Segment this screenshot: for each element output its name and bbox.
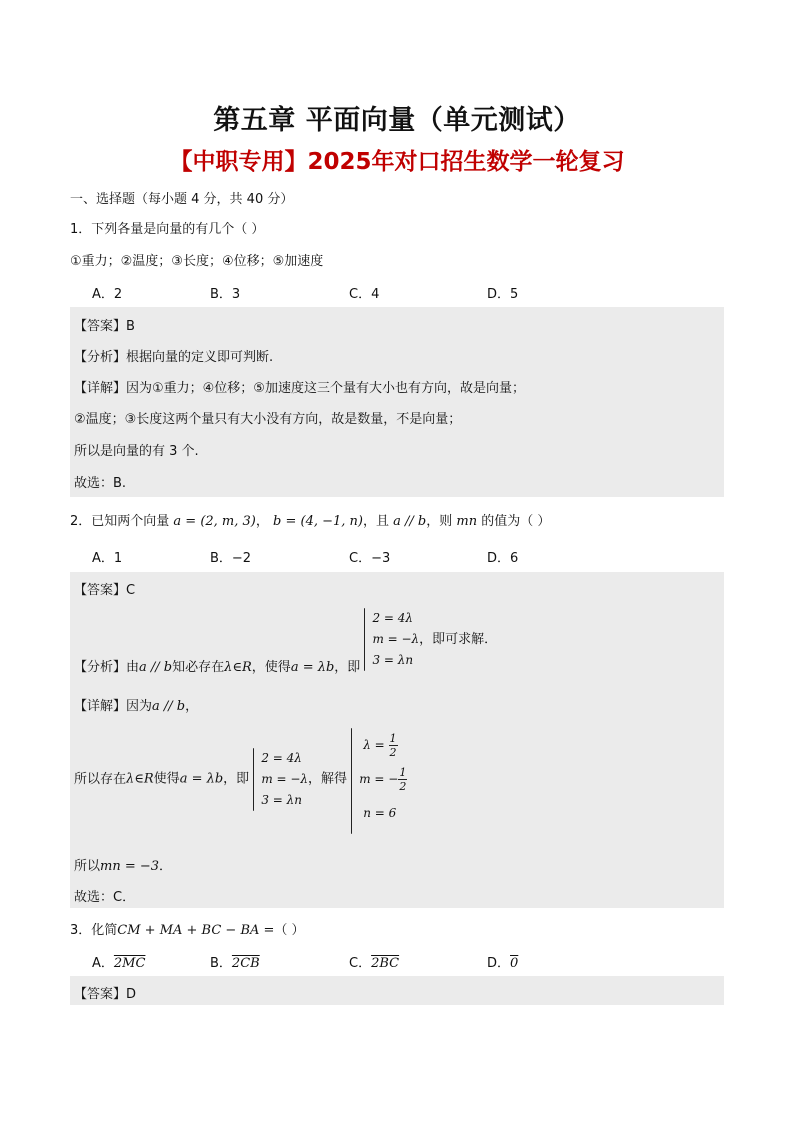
q2-option-b: B．−2 bbox=[210, 551, 252, 566]
page-subtitle: 【中职专用】2025年对口招生数学一轮复习 bbox=[169, 149, 625, 175]
q2-stem: 2．已知两个向量 a = (2, m, 3)， b = (4, −1, n)，且 a // b，则 mn 的值为（ ） bbox=[70, 514, 551, 529]
q2-option-c: C．−3 bbox=[349, 551, 391, 566]
q1-detail-1: 【详解】因为①重力；④位移；⑤加速度这三个量有大小也有方向，故是向量； bbox=[74, 381, 525, 396]
q3-solution-block bbox=[70, 976, 724, 1005]
section-heading: 一、选择题（每小题 4 分，共 40 分） bbox=[70, 192, 294, 207]
q2-vector-b: b = (4, −1, n) bbox=[273, 514, 363, 529]
q1-option-b: B．3 bbox=[210, 287, 241, 302]
q2-analysis-system: 2 = 4λ m = −λ 3 = λn bbox=[364, 608, 419, 671]
q2-answer: 【答案】C bbox=[74, 583, 136, 598]
q1-stem: 1．下列各量是向量的有几个（ ） bbox=[70, 222, 265, 237]
q3-option-d: D．0 bbox=[487, 956, 519, 971]
q2-detail-1: 【详解】因为a // b， bbox=[74, 699, 199, 714]
q2-analysis: 【分析】由a // b知必存在λ∈R，使得a = λb，即 2 = 4λ m = −λ 3 = λn ，即可求解． bbox=[74, 608, 497, 671]
page-title: 第五章 平面向量（单元测试） bbox=[213, 105, 581, 136]
q3-option-c: C．2BC bbox=[349, 956, 400, 971]
q3-option-a: A．2MC bbox=[92, 956, 146, 971]
q1-detail-3: 所以是向量的有 3 个. bbox=[74, 444, 199, 459]
q2-detail-system: 2 = 4λ m = −λ 3 = λn bbox=[253, 748, 308, 811]
q3-stem: 3．化简CM + MA + BC − BA =（ ） bbox=[70, 923, 305, 938]
q1-option-c: C．4 bbox=[349, 287, 380, 302]
q1-option-d: D．5 bbox=[487, 287, 519, 302]
q3-expression: CM + MA + BC − BA = bbox=[117, 923, 275, 938]
q2-option-d: D．6 bbox=[487, 551, 519, 566]
q2-solution-system: λ = $\frac{1}{2}$ m = − $\frac{1}{2}$ n = 6 bbox=[351, 728, 407, 830]
q1-answer: 【答案】B bbox=[74, 319, 135, 334]
q2-parallel: a // b bbox=[393, 514, 427, 529]
q1-solution-block bbox=[70, 307, 724, 497]
q1-option-a: A．2 bbox=[92, 287, 123, 302]
q2-vector-a: a = (2, m, 3) bbox=[173, 514, 256, 529]
q1-choice: 故选：B. bbox=[74, 476, 127, 491]
q2-result: 所以mn = −3． bbox=[74, 859, 173, 874]
q1-items: ①重力；②温度；③长度；④位移；⑤加速度 bbox=[70, 254, 324, 269]
q2-option-a: A．1 bbox=[92, 551, 123, 566]
q3-option-b: B．2CB bbox=[210, 956, 260, 971]
q2-detail-2: 所以存在λ∈R使得a = λb，即 2 = 4λ m = −λ 3 = λn ，解得 λ = $\frac{1}{2}$ m = − $\frac{1}{2}$ n = 6 bbox=[74, 728, 407, 830]
q1-detail-2: ②温度；③长度这两个量只有大小没有方向，故是数量，不是向量； bbox=[74, 412, 462, 427]
q1-analysis: 【分析】根据向量的定义即可判断. bbox=[74, 350, 274, 365]
q3-answer: 【答案】D bbox=[74, 987, 137, 1002]
q2-choice: 故选：C． bbox=[74, 890, 136, 905]
